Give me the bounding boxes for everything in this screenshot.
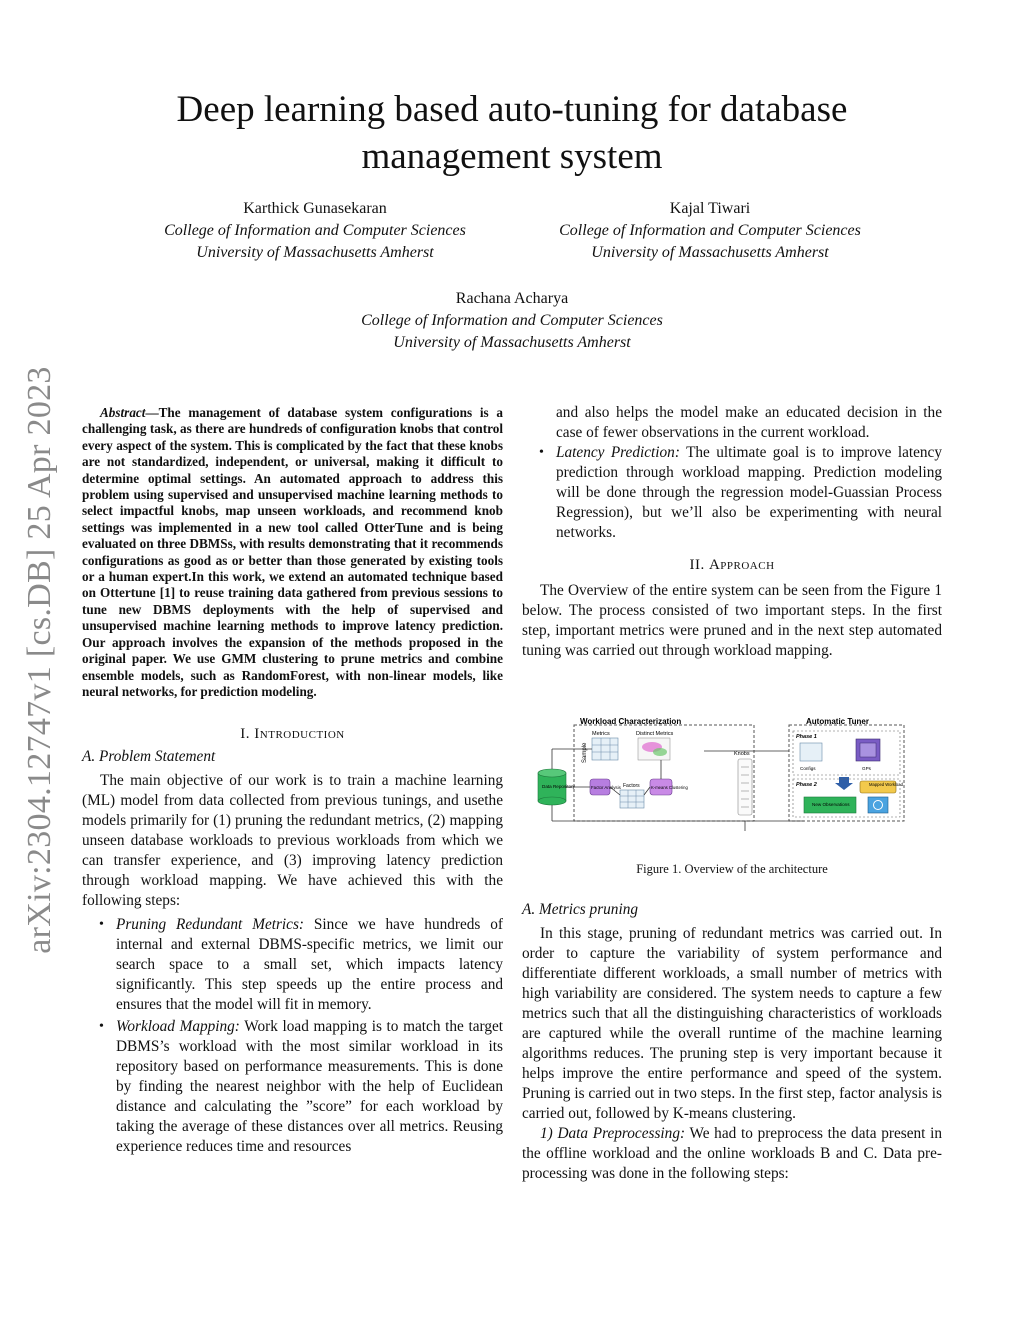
bullet-label: Pruning Redundant Metrics: (116, 916, 305, 934)
metrics-grid-icon (592, 738, 618, 760)
author-name: Kajal Tiwari (669, 200, 751, 217)
left-column (82, 405, 503, 1157)
author-name: Karthick Gunasekaran (243, 200, 387, 217)
approach-paragraph: The Overview of the entire system can be seen from the Figure 1 below. The process consisted of two important steps. In the first step, important metrics were pruned and in the next step automated tuning was carried out through workload mapping. (522, 582, 942, 659)
steps-list (82, 915, 503, 1157)
abstract-text: —The management of database system configurations is a challenging task, as there are hundreds of configuration knobs that control every aspect of the system. This is complicated by the fact that these knobs are not standardized, independent, or universal, making it difficult to determine optimal settings. An automated approach to address this problem using supervised and unsupervised machine learning methods to select impactful knobs, map unseen workloads, and recommend knob settings was implemented in a new tool called OtterTune and is being evaluated on three DBMSs, with results demonstrating that it recommends configurations as good as or better than those generated by existing tools or a human expert.In this work, we extend an automated technique based on Ottertune [1] to reuse training data gathered from previous sessions to tune new DBMS deployments with the help of supervised and unsupervised machine learning methods to improve latency prediction. Our approach involves the expansion of the methods proposed in the original paper. We use GMM clustering to prune metrics and combine ensemble models, such as RandomForest, with non-linear models, like neural networks, for prediction modeling. (82, 405, 503, 699)
list-item (116, 1017, 503, 1157)
figure-factor-label: Factor Analysis (591, 785, 621, 790)
bullet-text: Work load mapping is to match the target DBMS’s workload with the most similar workload in its repository based on performance measurements. This is done by finding the nearest neighbor with the help of Euclidean distance and calculating the ”score” for each workload by taking the average of these distances over all metrics. Reusing experience reduces time and resources (116, 1018, 504, 1156)
abstract-label: Abstract (100, 405, 146, 420)
figure-phase1-label: Phase 1 (796, 734, 817, 740)
section-heading-introduction (82, 726, 503, 743)
arxiv-stamp (10, 350, 70, 970)
section-title: Introduction (254, 726, 345, 743)
list-item (116, 915, 503, 1015)
figure-repo-label: Data Repository (542, 784, 575, 789)
figure-mapped-label: Mapped Workload (869, 782, 903, 787)
scatter-icon (638, 738, 670, 760)
figure-gps-label: GPs (862, 766, 871, 771)
metrics-pruning-paragraph: In this stage, pruning of redundant metrics was carried out. In order to capture the variability of system performance and differentiate different workloads, a small number of metrics with high variability are considered. The system needs to capture a few metrics such that all the distinguishing characteristics of workloads are captured while the overall runtime of the machine learning algorithms reduces. The pruning step is very important because it helps improve the entire performance and speed of the system. Pruning is carried out in two steps. In the first step, factor analysis is carried out, followed by K-means clustering. (522, 925, 942, 1122)
right-column-lower (522, 900, 942, 1184)
configs-grid-icon (800, 743, 822, 761)
arxiv-id: arXiv:2304.12747v1 [cs.DB] 25 Apr 2023 (21, 366, 58, 954)
subsection-heading-problem: A. Problem Statement (82, 748, 216, 766)
figure-factors-label: Factors (623, 783, 640, 789)
author-dept: College of Information and Computer Sciences (559, 222, 861, 239)
section-title: Approach (708, 557, 775, 573)
figure-knobs-label: Knobs (734, 751, 750, 757)
subsection-heading-metrics-pruning: A. Metrics pruning (522, 901, 638, 918)
right-column (522, 403, 942, 661)
section-number: I. (240, 726, 251, 743)
factors-grid-icon (620, 790, 644, 808)
knobs-list-icon (738, 759, 752, 815)
figure-caption: Figure 1. Overview of the architecture (636, 862, 828, 876)
figure-kmeans-label: K-means Clustering (651, 785, 688, 790)
bullet-label: Workload Mapping: (116, 1018, 240, 1036)
data-preprocessing-paragraph (522, 1124, 942, 1184)
section-heading-approach (522, 555, 942, 575)
figure-phase2-label: Phase 2 (796, 782, 817, 788)
bullet-label: Latency Prediction: (556, 444, 680, 461)
author-name: Rachana Acharya (455, 290, 569, 307)
author-univ: University of Massachusetts Amherst (393, 334, 631, 351)
problem-paragraph: The main objective of our work is to train a machine learning (ML) model from data collected from previous tunings, and usethe models primarily for (1) pruning the redundant metrics, (2) mapping unseen database workloads to previous workloads from which we can transfer experience, and (3) improving latency prediction through workload mapping. We have achieved this with the following steps: (82, 772, 503, 910)
architecture-diagram (534, 715, 916, 831)
figure-metrics-label: Metrics (592, 731, 610, 737)
bullet-text: Since we have hundreds of internal and external DBMS-specific metrics, we limit our search space to a small set, which impacts latency significantly. This step speeds up the entire process and ensures that the model will fit in memory. (116, 916, 504, 1014)
title-line-2: management system (361, 136, 663, 177)
title-line-1: Deep learning based auto-tuning for database (176, 89, 848, 130)
author-dept: College of Information and Computer Sciences (361, 312, 663, 329)
section-number: II. (689, 557, 705, 573)
bullet-text: The ultimate goal is to improve latency prediction through workload mapping. Prediction modeling will be done through the regression model-Guassian Process Regression), but we’ll also be experimenting with neural networks. (556, 444, 942, 541)
abstract (82, 405, 503, 700)
steps-list-continued (522, 443, 942, 543)
author-univ: University of Massachusetts Amherst (196, 244, 434, 261)
arrow (644, 787, 650, 795)
list-item (556, 443, 942, 543)
author-dept: College of Information and Computer Sciences (164, 222, 466, 239)
refresh-icon (868, 797, 888, 813)
bullet-continuation: and also helps the model make an educated decision in the case of fewer observations in the current workload. (556, 404, 942, 441)
architecture-figure (534, 715, 916, 831)
author-block-3 (312, 288, 712, 354)
figure-right-title: Automatic Tuner (806, 717, 869, 726)
author-univ: University of Massachusetts Amherst (591, 244, 829, 261)
author-block-1 (115, 198, 515, 264)
figure-distinct-label: Distinct Metrics (636, 731, 674, 737)
figure-configs-label: Configs (800, 766, 816, 771)
subsubsection-label: 1) Data Preprocessing: (540, 1125, 686, 1142)
subsubsection-text: We had to preprocess the data present in the offline workload and the online workloads B and C. Data pre-processing was done in the following steps: (522, 1125, 942, 1182)
author-block-2 (510, 198, 910, 264)
figure-left-title: Workload Characterization (580, 717, 682, 726)
paper-title (0, 86, 1024, 180)
figure-sample-label: Sample (582, 742, 588, 763)
figure-newobs-label: New Observations (812, 802, 850, 807)
